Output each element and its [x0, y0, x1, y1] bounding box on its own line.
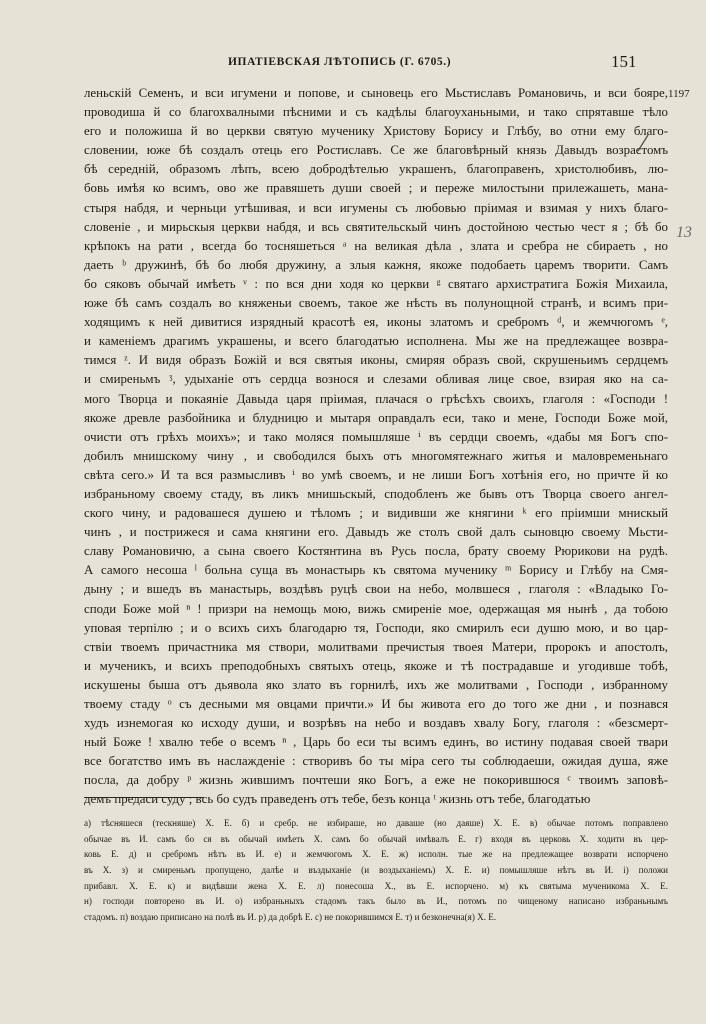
running-title: ИПАТІЕВСКАЯ ЛѢТОПИСЬ (Г. 6705.): [228, 56, 452, 68]
text-line: чинъ , и пострижеся и сама княгини его. Давыдъ же столъ свой далъ сыновцю своему Мьсти-: [84, 525, 668, 540]
text-line: славу Романовичю, а сына своего Костянтина въ Русь посла, брату своему Рюрикови на рудѣ.: [84, 544, 668, 559]
text-line: очисти отъ грѣхъ моихъ»; и тако моляся помышляше ⁱ въ сердци своемъ, «дабы мя Богъ спо-: [84, 429, 668, 444]
text-line: демъ предаси суду ; вcь бо судъ праведенъ отъ тебе, безъ конца ᵗ жизнь отъ тебе, благодатью: [84, 792, 591, 807]
text-line: даеть ᵇ дружинѣ, бѣ бо любя дружину, а злыя кажня, якоже подобаеть царемъ творити. Самъ: [84, 257, 668, 272]
footnote-line: въ Х. з) и смиреньмъ пропущено, далѣе и въздыханіе (и воздыханіемъ) Х. Е. и) помышляше нѣтъ въ И. і) положи: [84, 865, 668, 876]
footnote-line: н) господи повторено въ И. о) избраньныхъ стадомъ такъ было въ И., потомъ по чищеному написано избраньнымъ: [84, 896, 668, 907]
footnote-line: ковь Е. д) и сребромъ нѣтъ въ И. е) и жемчюгомъ Х. Е. ж) исполн. тые же на предлежащее возврати испорчено: [84, 849, 668, 860]
text-line: и мученикъ, и всихъ преподобныхъ святыхъ отець, якоже и тѣ пострадавше и угодивше тобѣ,: [84, 658, 668, 673]
text-line: словеніе , и мирьскыя церкви набдя, и всь святительскый чинъ достойною честью чест я ; бѣ бо: [84, 219, 668, 234]
text-line: стыря набдя, и черньци утѣшивая, и вси игумены съ любовью пріимая и взимая у нихъ благо-: [84, 200, 668, 215]
text-line: леньскій Семенъ, и вси игумени и попове, и сыновець его Мьстиславъ Романовичь, и вси бояре,: [84, 86, 668, 100]
text-line: бо сяковъ обычай имѣеть ᵛ : по вся дни ходя ко церкви ᵍ святаго архистратига Божія Михаила,: [84, 276, 668, 291]
footnote-line: стадомъ. п) воздаю приписано на полѣ въ И. р) да добрѣ Е. с) не покорившимся Е. т) и безконечна(я) Х. Е.: [84, 912, 497, 923]
text-line: якоже древле разбойника и блудницю и мытаря оправдалъ еси, тако и мене, Господи Боже мой,: [84, 410, 668, 425]
text-line: юже бѣ самъ создалъ во княженьи своемъ, такое же нѣсть въ полунощной странѣ, и всимъ при-: [84, 296, 668, 311]
text-line: ный Боже ! хвалю тебе о всемъ ⁿ , Царь бо еси ты всимъ единъ, во истину подавая своей твари: [84, 735, 668, 750]
footnotes: [84, 816, 668, 926]
text-line: споди Боже мой ⁿ ! призри на немощь мою, вижь смиреніе мое, одержащая мя нынѣ , да тобою: [84, 601, 668, 616]
text-line: А самого несоша ˡ больна суща въ монастырь къ святома мученику ᵐ Борису и Глѣбу на Смя-: [84, 563, 668, 578]
footnote-line: обычае въ И. самъ бо ся въ обычай имѣеть Х. самъ бо обычай имѣвалъ Е. г) входя въ церковь Х. ходити въ цер-: [84, 833, 668, 844]
text-line: посла, да добру ᵖ жизнь жившимъ почтеши яко Богъ, а еже не покорившюся ᶜ твоимъ заповѣ-: [84, 773, 668, 788]
text-line: мого Творца и покаяніе Давыда царя пріимая, плачася о грѣсѣхъ своихъ, глаголя : «Господи !: [84, 391, 668, 406]
page-number: 151: [611, 52, 637, 71]
text-line: проводиша й со благохвалными пѣсними и съ кадѣлы благоуханьными, и тако спрятавше тѣло: [84, 105, 668, 120]
text-line: дыну ; и вшедъ въ манастырь, воздѣвъ руцѣ свои на небо, молвшеся , глаголя : «Владыко Го-: [84, 582, 668, 597]
footnote-separator: [84, 797, 204, 798]
text-line: свѣта сего.» И та вся размысливъ ⁱ во умѣ своемъ, и не лиши Богъ хотѣнія его, но причте й ко: [84, 467, 668, 482]
text-line: избраньному своему стаду, въ ликъ мнишьскый, сподобленъ же бывъ отъ Творца своего ангел-: [84, 486, 668, 501]
text-line: добилъ мнишскому чину , и свободился быхъ отъ многомятежнаго житья и маловременьнаго: [84, 448, 668, 463]
body-text: [84, 84, 668, 810]
text-line: бѣ середній, образомъ лѣпъ, всею добродѣтелью украшенъ, благоправенъ, христолюбивъ, лю-: [84, 162, 668, 177]
text-line: бовь имѣя ко всимъ, ово же правяшеть души своей ; и переже милостыни прилежашеть, мана-: [84, 181, 668, 196]
pencil-margin-note: 13: [676, 224, 692, 241]
text-line: тимся ᶻ. И видя образъ Божій и вся святыя иконы, смиряя образъ свой, скрушеньимъ сердцемъ: [84, 353, 668, 368]
text-line: искушены быша отъ дьявола яко злато въ горнилѣ, ихъ же молитвами , Господи , избранному: [84, 677, 668, 692]
text-line: крѣпокъ на рати , всегда бо тосняшеться ᵃ на великая дѣла , злата и сребра не сбираеть , но: [84, 238, 668, 253]
text-line: уповая терпілю ; и о всихъ сихъ благодарю тя, Господи, яко смирилъ еси душю мою, и во цар-: [84, 620, 668, 635]
footnote-line: прибавл. Х. Е. к) и видѣвши жена Х. Е. л) понесоша Х., въ Е. испорчено. м) къ святыма мученикома Х. Е.: [84, 880, 668, 891]
text-line: и смиреньмъ ᶾ, удыханіе отъ сердца вознося и слезами обливая лице свое, взирая яко на са-: [84, 372, 668, 387]
text-line: худъ изнемогая ко исходу души, и возрѣвъ на небо и воздавъ хвалу Богу, глаголя : «безсмерт-: [84, 716, 668, 731]
text-line: ходящимъ к ней дивитися изрядный красотѣ ея, иконы златомъ и сребромъ ᵈ, и жемчюгомъ ᵉ,: [84, 315, 668, 330]
text-line: все богатство имъ въ наслажденіе : створивъ бо ты міра сего ты соблюдаеши, ожидая душа, яже: [84, 754, 668, 769]
text-line: ствіи твоемъ причастника мя створи, молитвами пречистыя твоея Матери, пророкъ и апостолъ,: [84, 639, 668, 654]
page-header: [0, 52, 706, 76]
margin-year: 1197: [668, 88, 690, 100]
text-line: словении, юже бѣ создалъ отець его Ростиславъ. Се же благовѣрный князь Давыдъ возрастомъ: [84, 143, 668, 158]
text-line: твоему стаду ᵒ съ десными мя овцами причти.» И бы живота его до того же дни , и познався: [84, 697, 668, 711]
text-line: ского чину, и радовашеся душею и тѣломъ ; и видивши же княгини ᵏ его пріимши мнискый: [84, 506, 668, 521]
footnote-line: а) тѣсняшеся (тескняше) Х. Е. б) и сребр. не избираше, но даваше (но даяше) Х. Е. в) обычае потомъ поправлено: [84, 818, 668, 828]
text-line: и каменіемъ драгимъ украшены, и всего благодатью исполнена. Мы же на предлежащее возвра-: [84, 334, 668, 349]
text-line: его и положиша й во церкви святую мученику Христову Борису и Глѣбу, во отни ему благо-: [84, 124, 668, 139]
